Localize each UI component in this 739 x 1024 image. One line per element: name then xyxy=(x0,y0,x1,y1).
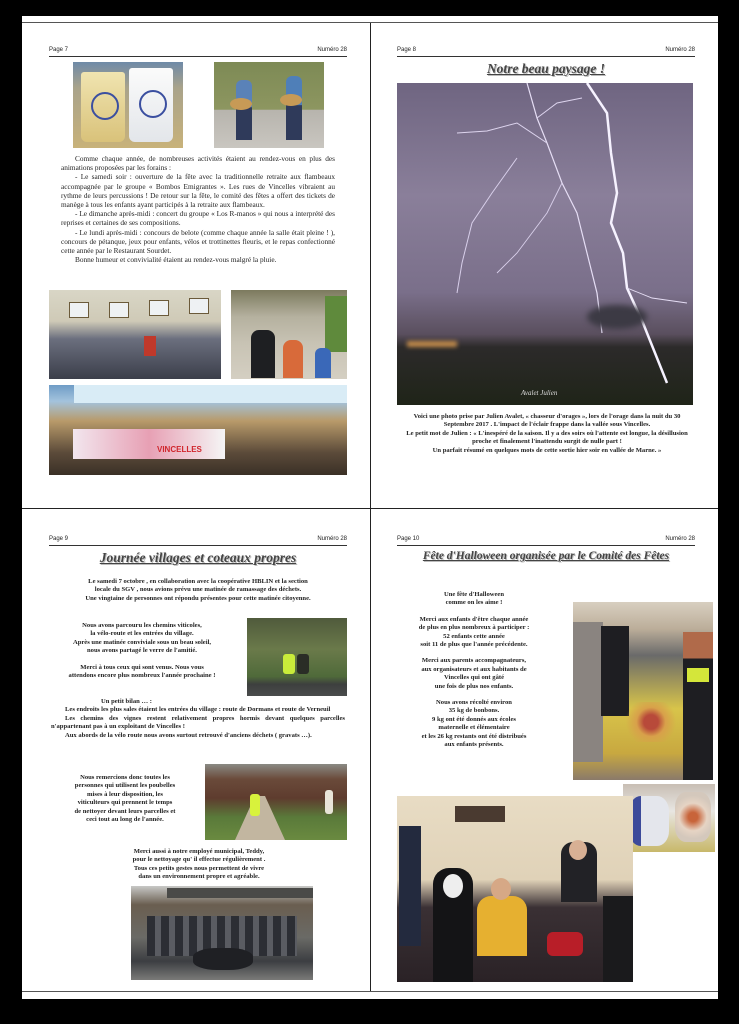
photo-signature: Avalet Julien xyxy=(521,389,558,397)
newsletter-spread xyxy=(22,16,718,999)
page-10 xyxy=(397,536,695,749)
photo-volunteers-roadside xyxy=(247,618,347,696)
page-header xyxy=(49,47,347,57)
photo-group-shelter xyxy=(131,886,313,980)
photo-belote-hall xyxy=(49,290,221,379)
page-8 xyxy=(397,47,695,454)
bottom-edge xyxy=(22,991,718,999)
page-header xyxy=(397,536,695,546)
page-header xyxy=(397,47,695,57)
issue-number: Numéro 28 xyxy=(317,47,347,53)
page-number: Page 7 xyxy=(49,47,69,53)
route-text: Nous avons parcouru les chemins viticoles, la vélo-route et les entrées du village. Après une matinée conviviale sous un beau soleil, nous avons partagé le verre de l'amitié. Merci à tous ceux qui sont venus. Nous vous attendons encore plus nombreux l'année prochaine ! xyxy=(68,622,216,680)
photo-candy-bags xyxy=(623,784,715,852)
photo-cups xyxy=(73,62,183,148)
page-header xyxy=(49,536,347,546)
page-title: Fête d'Halloween organisée par le Comité des Fêtes xyxy=(422,550,670,562)
page-title: Notre beau paysage ! xyxy=(486,61,606,76)
page-title: Journée villages et coteaux propres xyxy=(99,550,297,565)
photo-petanque xyxy=(231,290,347,379)
article-body: Comme chaque année, de nombreuses activités étaient au rendez-vous en plus des animations proposées par les forains : - Le samedi soir : ouverture de la fête avec la traditionnelle retraite aux flambeaux accompagnée par le groupe « Bombos Emigrantes ». Les rues de Vincelles vibraient au rythme de leurs percussions ! De retour sur la fête, le comité des fêtes a offert des tickets de manège à tous les enfants ayant participés à la retraite aux flambeaux. - Le dimanche après-midi : concert du groupe « Los R-manos » qui nous a interprété des reprises et certaines de ses compositions. - Le lundi après-midi : concours de belote (comme chaque année la salle était pleine ! ), concours de pétanque, jeux pour enfants, vélos et trottinettes fleuris, et le repas confectionné cette année par le Restaurant Sourdet. Bonne humeur et convivialité étaient au rendez-vous malgré la pluie. xyxy=(61,154,335,265)
page-7 xyxy=(49,47,347,454)
page-number: Page 9 xyxy=(49,536,69,542)
photo-caption: Voici une photo prise par Julien Avalet, « chasseur d'orages », lors de l'orage dans la nuit du 30 Septembre 2017 . L'impact de l'éclair frappe dans la vallée sous Vincelles. Le petit mot de Julien : « L'inespéré de la saison. Il y a des soirs où l'attente est longue, la désillusion proche et finalement l'inattendu surgit de nulle part ! Un parfait résumé en quelques mots de cette sortie hier soir en vallée de Marne. » xyxy=(406,413,688,454)
photo-guitar-duo xyxy=(214,62,324,148)
thanks-text: Nous remercions donc toutes les personnes qui utilisent les poubelles mises à leur disposition, les viticulteurs qui prennent le temps de nettoyer devant leurs parcelles et ceci tout au long de l'année. xyxy=(74,774,176,824)
photo-candy-sorting xyxy=(573,602,713,780)
page-number: Page 10 xyxy=(397,536,420,542)
issue-number: Numéro 28 xyxy=(665,536,695,542)
issue-number: Numéro 28 xyxy=(317,536,347,542)
photo-vineyard-path xyxy=(205,764,347,840)
photo-halloween-kids xyxy=(397,796,633,982)
horizontal-divider xyxy=(22,508,718,509)
top-edge xyxy=(22,16,718,23)
lightning-bolt-icon xyxy=(397,83,693,405)
teddy-thanks: Merci aussi à notre employé municipal, Teddy, pour le nettoyage qu' il effectue régulièrement . Tous ces petits gestes nous permettent de vivre dans un environnement propre et agréable. xyxy=(132,848,266,881)
photo-tent-dinner xyxy=(49,385,347,475)
page-number: Page 8 xyxy=(397,47,417,53)
intro-text: Le samedi 7 octobre , en collaboration avec la coopérative HBLIN et la section locale du SGV , nous avions prévu une matinée de ramassage des déchets. Une vingtaine de personnes ont répondu présentes pour cette matinée citoyenne. xyxy=(85,578,311,602)
halloween-text: Une fête d'Halloween comme on les aime ! Merci aux enfants d'être chaque année de plus en plus nombreux à participer : 52 enfants cette année soit 11 de plus que l'année précédente. Merci aux parents accompagnateurs, aux organisateurs et aux habitants de Vincelles qui ont gâté une fois de plus nos enfants. Nous avons récolté environ 35 kg de bonbons. 9 kg ont été donnés aux écoles maternelle et élémentaire et les 26 kg restants ont été distribués aux enfants présents. xyxy=(418,591,530,749)
photo-lightning-storm xyxy=(397,83,693,405)
banner-text: VINCELLES xyxy=(157,445,202,454)
page-9 xyxy=(49,536,347,881)
bilan-section: Un petit bilan … : Les endroits les plus sales étaient les entrées du village : route de Dormans et route de Verneuil Les chemins des vignes restent relativement propres hormis devant quelques parcelles n'appartenant pas à un exploitant de Vincelles ! Aux abords de la vélo route nous avons surtout retrouvé d'anciens déchets ( gravats …). xyxy=(51,698,345,739)
issue-number: Numéro 28 xyxy=(665,47,695,53)
